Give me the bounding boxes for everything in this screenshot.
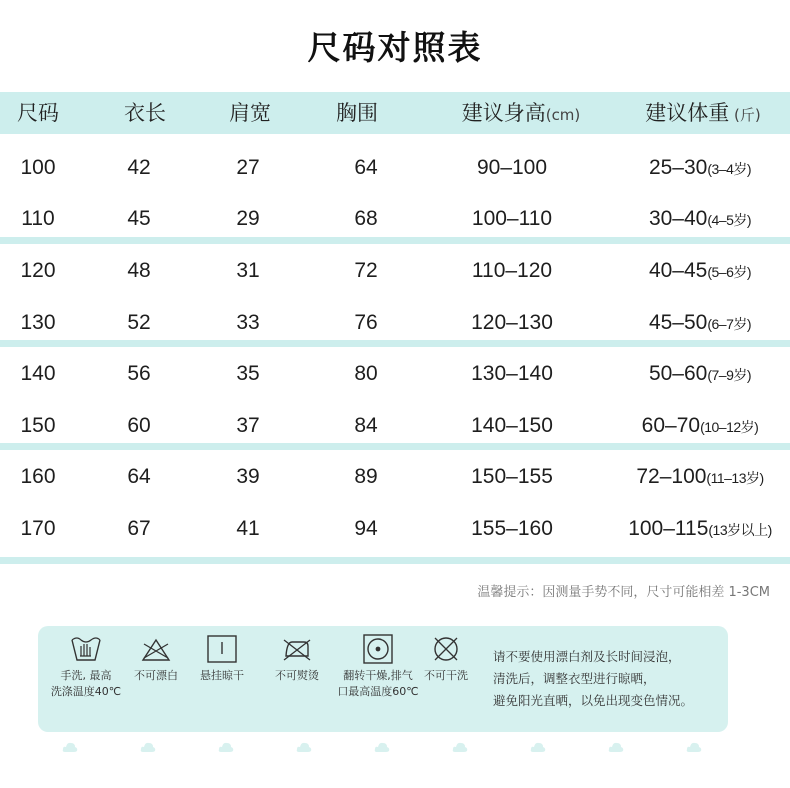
care-advice-line: 请不要使用漂白剂及长时间浸泡，	[493, 649, 681, 664]
row-separator	[0, 340, 790, 347]
care-advice-line: 清洗后，调整衣型进行晾晒，	[493, 671, 656, 686]
header-size	[17, 92, 59, 134]
cell-length: 48	[127, 259, 151, 282]
header-weight	[645, 92, 760, 134]
care-item-hang-dry	[180, 634, 264, 684]
cell-shoulder: 39	[236, 465, 260, 488]
cloud-icon	[296, 740, 312, 754]
cell-shoulder: 37	[236, 414, 260, 437]
cell-height: 120–130	[471, 311, 553, 334]
cell-chest: 76	[354, 311, 378, 334]
table-bottom-band	[0, 557, 790, 564]
header-label: 建议体重	[645, 101, 730, 125]
cell-length: 67	[127, 517, 151, 540]
no-bleach-icon	[139, 634, 173, 664]
weight-range: 50–60	[648, 362, 708, 385]
cloud-icon	[530, 740, 546, 754]
cell-weight	[649, 256, 751, 286]
cell-length: 52	[127, 311, 151, 334]
cell-size: 160	[20, 465, 56, 488]
age-range: (10–12岁)	[700, 419, 759, 435]
cloud-icon	[374, 740, 390, 754]
cell-length: 56	[127, 362, 151, 385]
header-height	[462, 92, 581, 134]
cell-shoulder: 31	[236, 259, 260, 282]
header-shoulder	[229, 92, 271, 134]
cell-height: 130–140	[471, 362, 553, 385]
cell-height: 155–160	[471, 517, 553, 540]
cell-size: 120	[20, 259, 56, 282]
cell-chest: 94	[354, 517, 378, 540]
care-label: 不可干洗	[424, 669, 468, 682]
measurement-note: 温馨提示：因测量手势不同，尺寸可能相差 1-3CM	[477, 585, 770, 600]
cell-height: 110–120	[471, 259, 553, 282]
cell-length: 42	[127, 156, 151, 179]
cell-weight	[636, 462, 763, 492]
care-label: 悬挂晾干	[200, 669, 244, 682]
weight-range: 25–30	[648, 156, 708, 179]
age-range: (3–4岁)	[707, 161, 752, 177]
header-label: 衣长	[124, 101, 166, 125]
cloud-icon	[608, 740, 624, 754]
header-label: 肩宽	[229, 101, 271, 125]
page-title: 尺码对照表	[307, 28, 483, 67]
cell-weight	[649, 308, 751, 338]
cell-size: 150	[20, 414, 56, 437]
weight-range: 40–45	[648, 259, 708, 282]
cell-height: 150–155	[471, 465, 553, 488]
hang-dry-icon	[205, 634, 239, 664]
cloud-icon	[140, 740, 156, 754]
cell-length: 60	[127, 414, 151, 437]
tumble-dry-icon	[361, 634, 395, 664]
cell-shoulder: 41	[236, 517, 260, 540]
weight-range: 72–100	[636, 465, 707, 488]
no-iron-icon	[280, 634, 314, 664]
no-dry-clean-icon	[429, 634, 463, 664]
hand-wash-icon	[69, 634, 103, 664]
care-instructions-panel	[38, 626, 728, 732]
cell-size: 170	[20, 517, 56, 540]
cell-chest: 64	[354, 156, 378, 179]
header-label: 建议身高	[461, 101, 546, 125]
cell-chest: 72	[354, 259, 378, 282]
cell-height: 100–110	[471, 207, 553, 230]
header-chest	[336, 92, 378, 134]
cell-size: 140	[20, 362, 56, 385]
cell-chest: 80	[354, 362, 378, 385]
header-unit: (cm)	[545, 106, 581, 124]
header-length	[124, 92, 166, 134]
cloud-icon	[218, 740, 234, 754]
age-range: (13岁以上)	[708, 522, 772, 538]
care-label: 手洗, 最高 洗涤温度40℃	[50, 669, 122, 698]
cell-chest: 84	[354, 414, 378, 437]
weight-range: 100–115	[628, 517, 709, 540]
row-separator	[0, 443, 790, 450]
cell-height: 90–100	[476, 156, 548, 179]
care-label: 不可熨烫	[275, 669, 319, 682]
cell-size: 110	[21, 207, 55, 230]
cell-shoulder: 29	[236, 207, 260, 230]
care-label: 不可漂白	[134, 669, 178, 682]
cell-shoulder: 33	[236, 311, 260, 334]
weight-range: 30–40	[648, 207, 708, 230]
age-range: (6–7岁)	[707, 316, 752, 332]
table-header	[0, 92, 790, 134]
row-separator	[0, 237, 790, 244]
cloud-icon	[686, 740, 702, 754]
cell-weight	[642, 411, 759, 441]
weight-range: 45–50	[648, 311, 708, 334]
age-range: (4–5岁)	[707, 212, 752, 228]
care-item-no-iron	[255, 634, 339, 684]
age-range: (11–13岁)	[706, 470, 764, 486]
cell-weight	[649, 359, 751, 389]
cell-chest: 68	[354, 207, 378, 230]
header-label: 胸围	[336, 101, 378, 125]
age-range: (5–6岁)	[707, 264, 752, 280]
cell-size: 130	[20, 311, 56, 334]
cell-chest: 89	[354, 465, 378, 488]
cell-shoulder: 35	[236, 362, 260, 385]
age-range: (7–9岁)	[707, 367, 752, 383]
care-advice	[493, 646, 693, 712]
cell-size: 100	[20, 156, 56, 179]
cell-weight	[649, 204, 751, 234]
care-advice-line: 避免阳光直晒，以免出现变色情况。	[493, 693, 694, 708]
header-label: 尺码	[17, 101, 59, 125]
care-label: 翻转干燥,排气 口最高温度60℃	[337, 669, 419, 698]
cloud-icon	[62, 740, 78, 754]
weight-range: 60–70	[641, 414, 701, 437]
cloud-icon	[452, 740, 468, 754]
care-item-no-dry-clean	[404, 634, 488, 684]
cell-shoulder: 27	[236, 156, 260, 179]
cell-height: 140–150	[471, 414, 553, 437]
header-unit: (斤)	[729, 106, 761, 124]
cell-weight	[649, 153, 751, 183]
cell-length: 64	[127, 465, 151, 488]
cell-length: 45	[127, 207, 151, 230]
cell-weight	[628, 514, 772, 544]
